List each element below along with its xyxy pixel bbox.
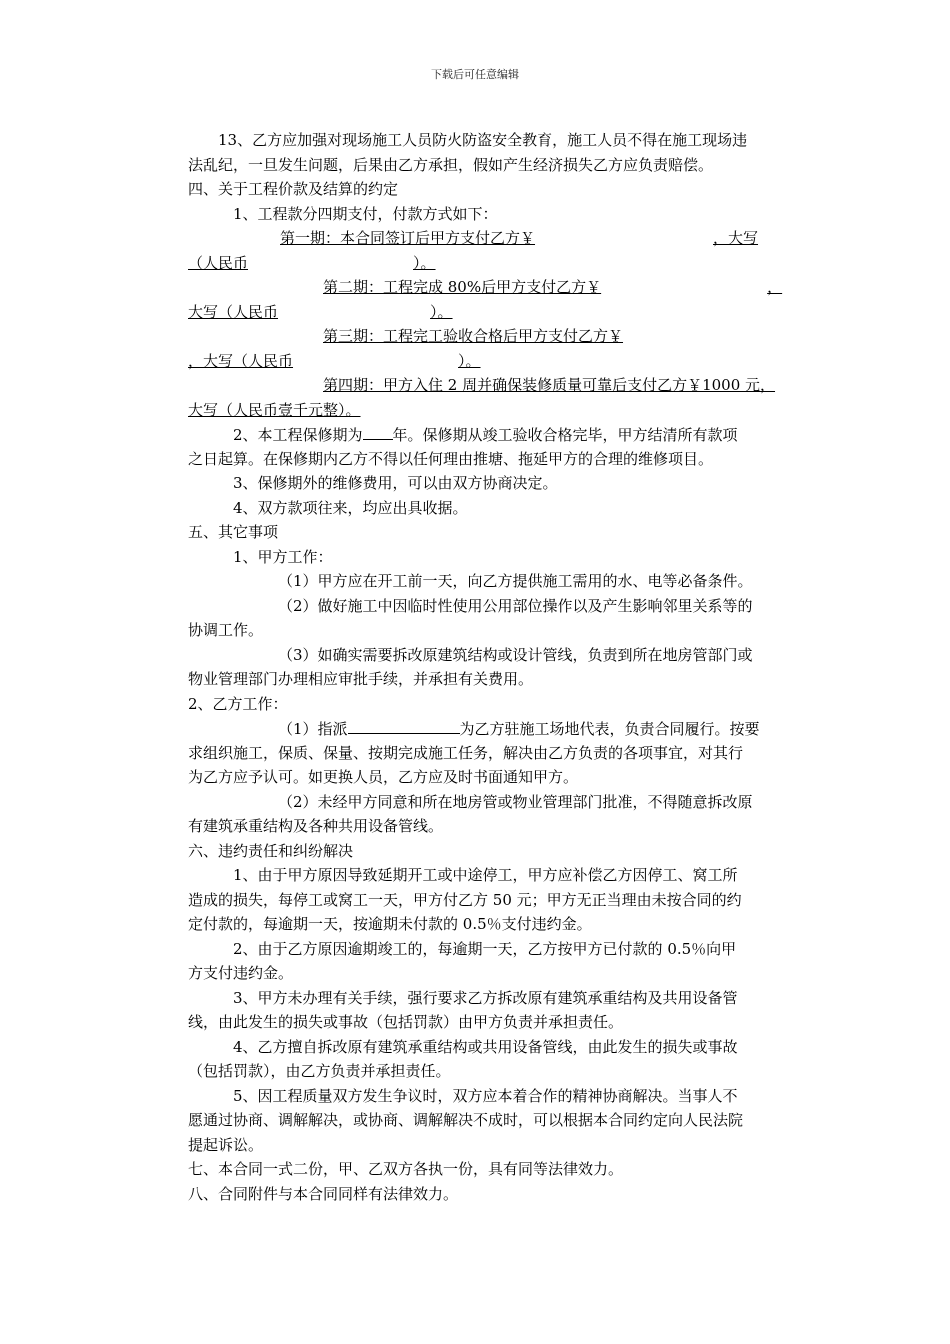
- warranty-line-2: 之日起算。在保修期内乙方不得以任何理由推塘、拖延甲方的合理的维修项目。: [188, 449, 714, 468]
- payment-phase-4-amount: 大写（人民币壹千元整）。: [188, 400, 361, 419]
- party-a-work-heading: 1、甲方工作：: [233, 547, 333, 566]
- liability-5-line-3: 提起诉讼。: [188, 1135, 264, 1154]
- payment-phase-4: 第四期：甲方入住 2 周并确保装修质量可靠后支付乙方￥1000 元，: [323, 376, 776, 394]
- liability-1-line-3: 定付款的，每逾期一天，按逾期未付款的 0.5％支付违约金。: [188, 915, 592, 933]
- party-b-item-1: （1）指派 为乙方驻施工场地代表，负责合同履行。按要: [188, 716, 808, 741]
- liability-1-line-1: 1、由于甲方原因导致延期开工或中途停工，甲方应补偿乙方因停工、窝工所: [233, 866, 738, 884]
- payment-phase-2-amount: 大写（人民币 ）。: [188, 302, 453, 321]
- payment-phase-3-amount: ，大写（人民币 ）。: [188, 351, 481, 370]
- party-b-item-1-cont-1: 求组织施工，保质、保量、按期完成施工任务，解决由乙方负责的各项事宜，对其行: [188, 743, 744, 762]
- liability-2-line-1: 2、由于乙方原因逾期竣工的，每逾期一天，乙方按甲方已付款的 0.5％向甲: [233, 939, 737, 958]
- warranty-line-1: 2、本工程保修期为 年。保修期从竣工验收合格完毕，甲方结清所有款项: [188, 422, 808, 447]
- party-a-item-1: （1）甲方应在开工前一天，向乙方提供施工需用的水、电等必备条件。: [278, 572, 753, 590]
- payment-phase-3: 第三期：工程完工验收合格后甲方支付乙方￥: [323, 327, 624, 345]
- section-5-heading: 五、其它事项: [188, 523, 279, 541]
- page-header: 下载后可任意编辑: [431, 68, 519, 81]
- party-b-item-2-cont: 有建筑承重结构及各种共用设备管线。: [188, 817, 444, 835]
- liability-5-line-1: 5、因工程质量双方发生争议时，双方应本着合作的精神协商解决。当事人不: [233, 1086, 738, 1105]
- party-b-item-2: （2）未经甲方同意和所在地房管或物业管理部门批准，不得随意拆改原: [278, 792, 753, 811]
- payment-phase-2: 第二期：工程完成 80%后甲方支付乙方￥ ，: [323, 278, 783, 296]
- liability-5-line-2: 愿通过协商、调解解决，或协商、调解解决不成时，可以根据本合同约定向人民法院: [188, 1111, 744, 1129]
- section-4-heading: 四、关于工程价款及结算的约定: [188, 180, 399, 198]
- representative-blank: [348, 716, 460, 734]
- party-a-item-3: （3）如确实需要拆改原建筑结构或设计管线，负责到所在地房管部门或: [278, 645, 753, 664]
- party-a-item-2: （2）做好施工中因临时性使用公用部位操作以及产生影响邻里关系等的: [278, 596, 753, 615]
- party-a-item-2-cont: 协调工作。: [188, 621, 264, 639]
- section-6-heading: 六、违约责任和纠纷解决: [188, 841, 354, 860]
- section-8: 八、合同附件与本合同同样有法律效力。: [188, 1184, 459, 1203]
- payment-phase-1-amount: （人民币 ）。: [188, 253, 436, 272]
- warranty-line-3: 3、保修期外的维修费用，可以由双方协商决定。: [233, 474, 558, 492]
- payment-intro: 1、工程款分四期支付，付款方式如下：: [233, 204, 498, 223]
- clause-13-line-2: 法乱纪，一旦发生问题，后果由乙方承担，假如产生经济损失乙方应负责赔偿。: [188, 155, 714, 174]
- liability-3-line-2: 线，由此发生的损失或事故（包括罚款）由甲方负责并承担责任。: [188, 1013, 624, 1031]
- payment-phase-1: 第一期：本合同签订后甲方支付乙方￥ ，大写: [280, 229, 759, 247]
- party-a-item-3-cont: 物业管理部门办理相应审批手续，并承担有关费用。: [188, 670, 534, 688]
- liability-1-line-2: 造成的损失，每停工或窝工一天，甲方付乙方 50 元；甲方无正当理由未按合同的约: [188, 890, 742, 909]
- liability-4-line-1: 4、乙方擅自拆改原有建筑承重结构或共用设备管线，由此发生的损失或事故: [233, 1037, 738, 1056]
- liability-4-line-2: （包括罚款），由乙方负责并承担责任。: [188, 1062, 451, 1080]
- clause-13-line-1: 13、乙方应加强对现场施工人员防火防盗安全教育，施工人员不得在施工现场违: [218, 131, 748, 149]
- liability-3-line-1: 3、甲方未办理有关手续，强行要求乙方拆改原有建筑承重结构及共用设备管: [233, 988, 738, 1007]
- contract-body: [188, 128, 808, 1206]
- section-7: 七、本合同一式二份，甲、乙双方各执一份，具有同等法律效力。: [188, 1160, 624, 1178]
- warranty-years-blank: [363, 422, 393, 440]
- liability-2-line-2: 方支付违约金。: [188, 964, 294, 982]
- party-b-work-heading: 2、乙方工作：: [188, 694, 288, 713]
- warranty-line-4: 4、双方款项往来，均应出具收据。: [233, 498, 468, 517]
- party-b-item-1-cont-2: 为乙方应予认可。如更换人员，乙方应及时书面通知甲方。: [188, 768, 579, 786]
